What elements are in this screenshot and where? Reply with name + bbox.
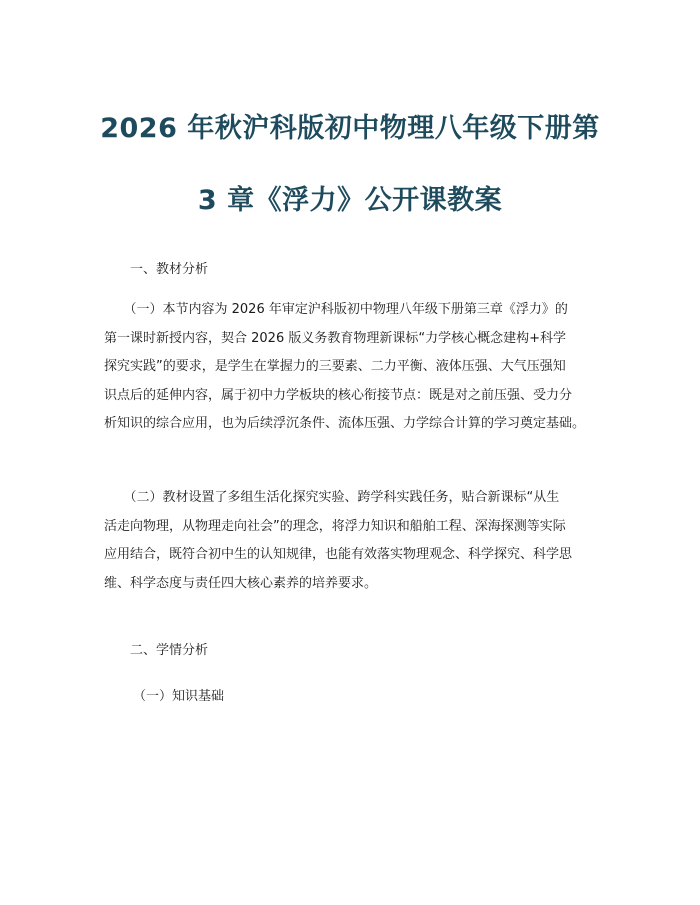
paragraph-line: 析知识的综合应用，也为后续浮沉条件、流体压强、力学综合计算的学习奠定基础。 <box>104 416 586 431</box>
paragraph-line: 应用结合，既符合初中生的认知规律，也能有效落实物理观念、科学探究、科学思 <box>104 547 573 562</box>
section-heading-student-analysis: 二、学情分析 <box>130 643 209 658</box>
paragraph-line: 探究实践”的要求，是学生在掌握力的三要素、二力平衡、液体压强、大气压强知 <box>104 359 566 374</box>
subheading-knowledge-base: （一）知识基础 <box>133 689 225 704</box>
paragraph-line: 第一课时新授内容，契合 2026 版义务教育物理新课标“力学核心概念建构+科学 <box>104 330 566 346</box>
document-title-line-1: 2026 年秋沪科版初中物理八年级下册第 <box>100 113 600 144</box>
paragraph-line: （一）本节内容为 2026 年审定沪科版初中物理八年级下册第三章《浮力》的 <box>104 302 568 317</box>
document-title-line-2: 3 章《浮力》公开课教案 <box>197 185 503 216</box>
paragraph-line: 活走向物理，从物理走向社会”的理念，将浮力知识和船舶工程、深海探测等实际 <box>104 518 566 534</box>
paragraph-content-overview <box>104 296 607 439</box>
section-heading-textbook-analysis: 一、教材分析 <box>130 262 209 277</box>
paragraph-line: 识点后的延伸内容，属于初中力学板块的核心衔接节点：既是对之前压强、受力分 <box>104 387 573 403</box>
paragraph-line: 维、科学态度与责任四大核心素养的培养要求。 <box>104 575 378 591</box>
paragraph-line: （二）教材设置了多组生活化探究实验、跨学科实践任务，贴合新课标“从生 <box>104 490 560 505</box>
paragraph-textbook-design <box>104 484 607 598</box>
